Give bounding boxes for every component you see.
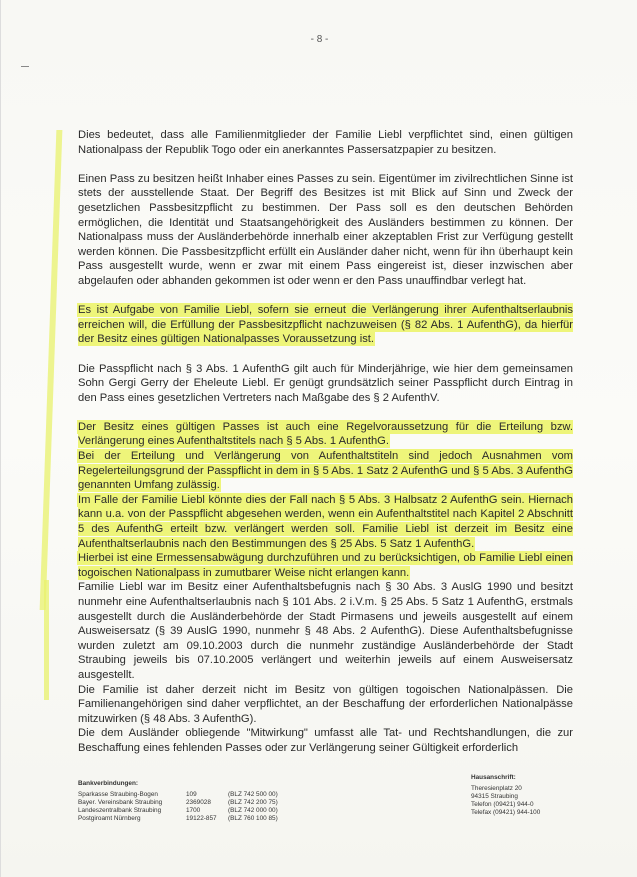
bank-account: 109 [186, 791, 197, 798]
highlighted-paragraph-text: Bei der Erteilung und Verlängerung von Aufenthaltstiteln sind jedoch Ausnahmen vom Regelerteilungsgrund der Passpflicht in dem in § 5 Abs. 1 Satz 2 AufenthG und § 5 Abs. 3 AufenthG genannten Umfang zulässig. [78, 450, 573, 492]
paragraph [78, 551, 573, 580]
paragraph-text: Die Familie ist daher derzeit nicht im Besitz von gültigen togoischen Nationalpässen. Die Familienangehörigen sind daher verpflichtet, an der Beschaffung der erforderlichen Nationalpässe mitzuwirken (§ 48 Abs. 3 AufenthG). [78, 683, 573, 725]
bank-name: Postgiroamt Nürnberg [78, 815, 141, 822]
paragraph [78, 128, 573, 157]
bank-account: 2369028 [186, 799, 211, 806]
paragraph-text: Die dem Ausländer obliegende "Mitwirkung" umfasst alle Tat- und Rechtshandlungen, die zur Beschaffung eines fehlenden Passes oder zur Verlängerung seiner Gültigkeit erforderlich [78, 727, 573, 754]
address-line: Telefax (09421) 944-100 [471, 809, 541, 816]
paragraph-text: Familie Liebl war im Besitz einer Aufenthaltsbefugnis nach § 30 Abs. 3 AuslG 1990 und besitzt nunmehr eine Aufenthaltserlaubnis nach § 101 Abs. 2 i.V.m. § 25 Abs. 5 Satz 1 AufenthG, erstmals ausgestellt durch die Ausländerbehörde der Stadt Pirmasens und jeweils ausgestellt auf einem Ausweisersatz (§ 39 AuslG 1990, nunmehr § 48 Abs. 2 AufenthG). Diese Aufenthaltsbefugnisse wurden zuletzt am 09.10.2003 durch die nunmehr zuständige Ausländerbehörde der Stadt Straubing jeweils bis 07.10.2005 verlängert und weiterhin jeweils auf einem Ausweisersatz ausgestellt. [78, 581, 573, 681]
bank-account: 1700 [186, 807, 201, 814]
address-line: Telefon (09421) 944-0 [471, 801, 534, 808]
margin-highlight-stroke [40, 130, 63, 610]
bank-blz: (BLZ 742 500 00) [228, 791, 278, 798]
paragraph-text: Einen Pass zu besitzen heißt Inhaber eines Passes zu sein. Eigentümer im zivilrechtlichen Sinne ist stets der ausstellende Staat. Der Begriff des Besitzes ist mit Blick auf Sinn und Zweck der gesetzlichen Passbesitzpflicht zu bestimmen. Der Pass soll es den deutschen Behörden ermöglichen, die Identität und Staatsangehörigkeit des Ausländers bestimmen zu können. Der Nationalpass muss der Ausländerbehörde innerhalb einer akzeptablen Frist zur Verfügung gestellt werden können. Die Passbesitzpflicht erfüllt ein Ausländer daher nicht, wenn für ihn überhaupt kein Pass ausgestellt wurde, wenn er zwar mit einem Pass eingereist ist, dieser inzwischen aber abgelaufen oder abhanden gekommen ist oder wenn er den Pass unauffindbar verlegt hat. [78, 172, 573, 287]
paragraph [78, 493, 573, 551]
highlighted-paragraph-text: Es ist Aufgabe von Familie Liebl, sofern sie erneut die Verlängerung ihrer Aufenthaltserlaubnis erreichen will, die Erfüllung der Passbesitzpflicht nachzuweisen (§ 82 Abs. 1 AufenthG), da hierfür der Besitz eines gültigen Nationalpasses Voraussetzung ist. [78, 304, 573, 346]
page-number: - 8 - [310, 34, 329, 45]
postal-address [471, 774, 591, 817]
highlighted-paragraph-text: Im Falle der Familie Liebl könnte dies der Fall nach § 5 Abs. 3 Halbsatz 2 AufenthG sein. Hiernach kann u.a. von der Passpflicht abgesehen werden, wenn ein Aufenthaltstitel nach Kapitel 2 Abschnitt 5 des AufenthG erteilt bzw. verlängert werden soll. Familie Liebl ist derzeit im Besitz eine Aufenthaltserlaubnis nach den Bestimmungen des § 25 Abs. 5 Satz 1 AufenthG. [78, 493, 573, 550]
bank-details-title: Bankverbindungen: [78, 780, 139, 787]
margin-highlight-stroke [44, 580, 49, 700]
letter-body [78, 128, 573, 756]
bank-name: Sparkasse Straubing-Bogen [78, 791, 158, 798]
highlighted-paragraph-text: Der Besitz eines gültigen Passes ist auch eine Regelvoraussetzung für die Erteilung bzw. Verlängerung eines Aufenthaltstitels nach § 5 Abs. 1 AufenthG. [78, 420, 573, 448]
paragraph [78, 172, 573, 289]
paragraph [78, 449, 573, 493]
address-line: 94315 Straubing [471, 793, 518, 800]
highlighted-paragraph-text: Hierbei ist eine Ermessensabwägung durchzuführen und zu berücksichtigen, ob Familie Liebl einen togoischen Nationalpass in zumutbarer Weise nicht erlangen kann. [78, 552, 573, 579]
bank-blz: (BLZ 760 100 85) [228, 815, 278, 822]
paragraph [78, 362, 573, 406]
address-title: Hausanschrift: [471, 774, 516, 781]
paragraph-text: Die Passpflicht nach § 3 Abs. 1 AufenthG gilt auch für Minderjährige, wie hier dem gemeinsamen Sohn Gergi Gerry der Eheleute Liebl. Er genügt grundsätzlich seiner Passpflicht durch Eintrag in den Pass eines gesetzlichen Vertreters nach Maßgabe des § 2 AufenthV. [78, 362, 573, 404]
paragraph [78, 420, 573, 449]
address-line: Theresienplatz 20 [471, 785, 522, 792]
bank-blz: (BLZ 742 000 00) [228, 807, 278, 814]
paragraph [78, 726, 573, 755]
bank-account: 19122-857 [186, 815, 217, 822]
paragraph [78, 580, 573, 682]
bank-blz: (BLZ 742 200 75) [228, 799, 278, 806]
bank-name: Bayer. Vereinsbank Straubing [78, 799, 163, 806]
paragraph-text: Dies bedeutet, dass alle Familienmitglieder der Familie Liebl verpflichtet sind, einen gültigen Nationalpass der Republik Togo oder ein anerkanntes Passersatzpapier zu besitzen. [78, 129, 573, 156]
paragraph [78, 303, 573, 347]
margin-mark [21, 66, 29, 67]
bank-name: Landeszentralbank Straubing [78, 807, 162, 814]
paragraph [78, 683, 573, 727]
